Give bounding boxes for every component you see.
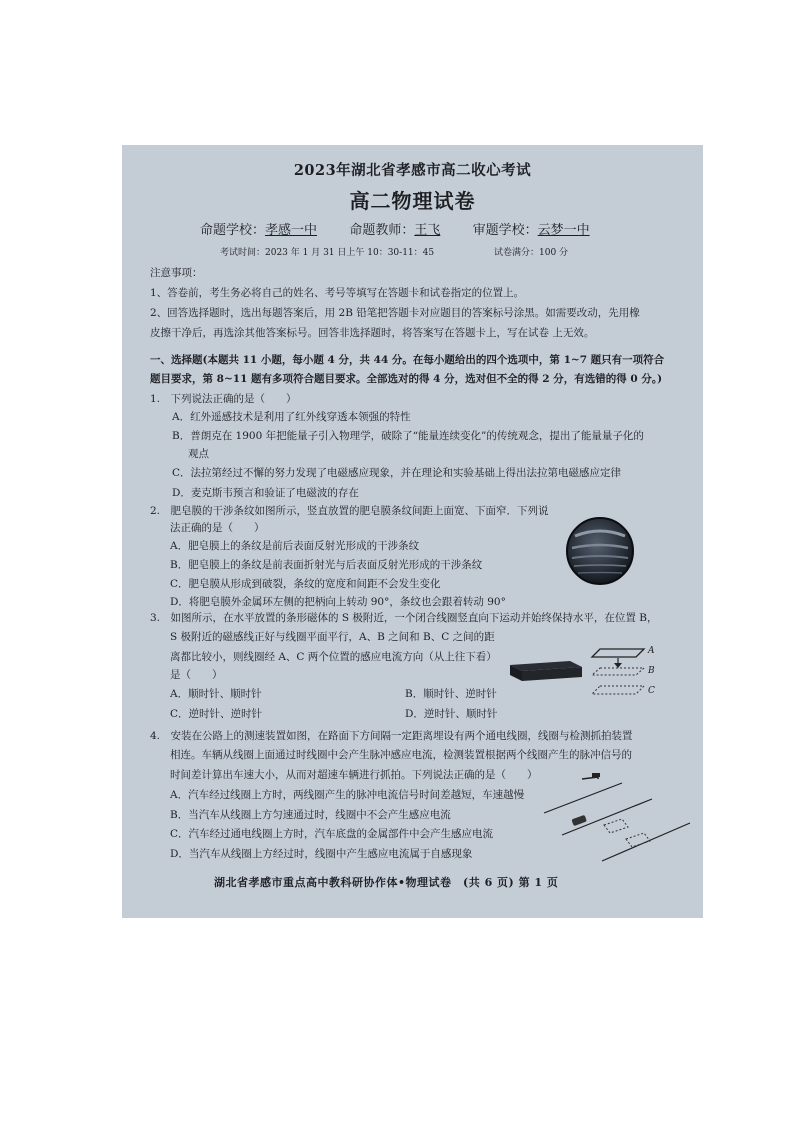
soap-film-figure [565,516,635,586]
question-2-option-c: C．肥皂膜从形成到破裂，条纹的宽度和间距不会发生变化 [170,578,441,590]
teacher-name: 王飞 [414,223,441,238]
question-1-option-b: B．普朗克在 1900 年把能量子引入物理学，破除了“能量连续变化”的传统观念，提出了能量量子化的 [172,430,644,442]
exam-title: 2023年湖北省孝感市高二收心考试 [293,162,532,179]
magnet-coil-figure [508,639,658,701]
school-label: 命题学校： [200,223,266,238]
question-2-option-d: D．将肥皂膜外金属环左侧的把柄向上转动 90°，条纹也会跟着转动 90° [170,596,506,608]
figure-label-c: C [648,686,655,696]
note-item: 1、答卷前，考生务必将自己的姓名、考号等填写在答题卡和试卷指定的位置上。 [150,287,525,299]
question-3-stem-cont: 离都比较小，则线圈经 A、C 两个位置的感应电流方向（从上往下看） [170,651,497,663]
question-1-option-d: D．麦克斯韦预言和验证了电磁波的存在 [172,487,359,499]
exam-authors [200,219,590,238]
speed-camera-figure [542,773,692,863]
question-3-option-a: A．顺时针、顺时针 [170,688,262,700]
school-name: 孝感一中 [265,223,318,238]
reviewer-label: 审题学校： [472,223,538,238]
notes-heading: 注意事项： [150,267,203,279]
exam-time: 考试时间：2023 年 1 月 31 日上午 10：30-11：45 [220,248,435,258]
page-footer: 湖北省孝感市重点高中教科研协作体•物理试卷 (共 6 页) 第 1 页 [214,876,559,889]
note-item: 皮擦干净后，再选涂其他答案标号。回答非选择题时，将答案写在答题卡上，写在试卷 上无效。 [150,327,595,339]
section-instructions: 题目要求，第 8~11 题有多项符合题目要求。全部选对的得 4 分，选对但不全的得 2 分，有选错的得 0 分。) [150,373,663,385]
question-4-option-a: A．汽车经过线圈上方时，两线圈产生的脉冲电流信号时间差越短，车速越慢 [170,789,525,801]
question-1-option-a: A．红外遥感技术是利用了红外线穿透本领强的特性 [172,411,411,423]
question-2-option-a: A．肥皂膜上的条纹是前后表面反射光形成的干涉条纹 [170,540,420,552]
question-3-stem-cont: 是（ ） [170,669,223,681]
question-4-option-c: C．汽车经过通电线圈上方时，汽车底盘的金属部件中会产生感应电流 [170,828,494,840]
question-4-stem-cont: 相连。车辆从线圈上面通过时线圈中会产生脉冲感应电流，检测装置根据两个线圈产生的脉冲信号的 [170,749,632,761]
question-2-option-b: B．肥皂膜上的条纹是前表面折射光与后表面反射光形成的干涉条纹 [170,559,483,571]
figure-label-b: B [648,666,655,676]
question-2-stem: 2. 肥皂膜的干涉条纹如图所示，竖直放置的肥皂膜条纹间距上面宽、下面窄．下列说 [150,505,549,517]
question-3-stem: 3. 如图所示，在水平放置的条形磁体的 S 极附近，一个闭合线圈竖直向下运动并始终保持水平，在位置 B， [150,612,658,624]
teacher-label: 命题教师： [349,223,415,238]
question-3-option-d: D．逆时针、顺时针 [405,708,498,720]
question-4-option-d: D．当汽车从线圈上方经过时，线圈中产生感应电流属于自感现象 [170,848,473,860]
question-4-stem-cont: 时间差计算出车速大小，从而对超速车辆进行抓拍。下列说法正确的是（ ） [170,769,538,781]
question-4-option-b: B．当汽车从线圈上方匀速通过时，线圈中不会产生感应电流 [170,809,451,821]
question-1-stem: 1. 下列说法正确的是（ ） [150,393,297,405]
question-2-stem-cont: 法正确的是（ ） [170,522,265,534]
reviewer-school: 云梦一中 [537,223,590,238]
question-3-option-b: B．顺时针、逆时针 [405,688,497,700]
section-instructions: 一、选择题(本题共 11 小题，每小题 4 分，共 44 分。在每小题给出的四个选项中，第 1~7 题只有一项符合 [150,354,665,366]
exam-subtitle: 高二物理试卷 [349,189,476,213]
figure-label-a: A [648,646,655,656]
exam-page-photo [122,145,703,918]
note-item: 2、回答选择题时，选出每题答案后，用 2B 铅笔把答题卡对应题目的答案标号涂黑。如需要改动，先用橡 [150,307,640,319]
full-score: 试卷满分：100 分 [494,248,569,258]
question-4-stem: 4. 安装在公路上的测速装置如图，在路面下方间隔一定距离埋设有两个通电线圈，线圈与检测抓拍装置 [150,730,633,742]
question-3-stem-cont: S 极附近的磁感线正好与线圈平面平行，A、B 之间和 B、C 之间的距 [170,631,495,643]
question-1-option-b-cont: 观点 [188,448,209,460]
question-1-option-c: C．法拉第经过不懈的努力发现了电磁感应现象，并在理论和实验基础上得出法拉第电磁感应定律 [172,467,622,479]
question-3-option-c: C．逆时针、逆时针 [170,708,263,720]
